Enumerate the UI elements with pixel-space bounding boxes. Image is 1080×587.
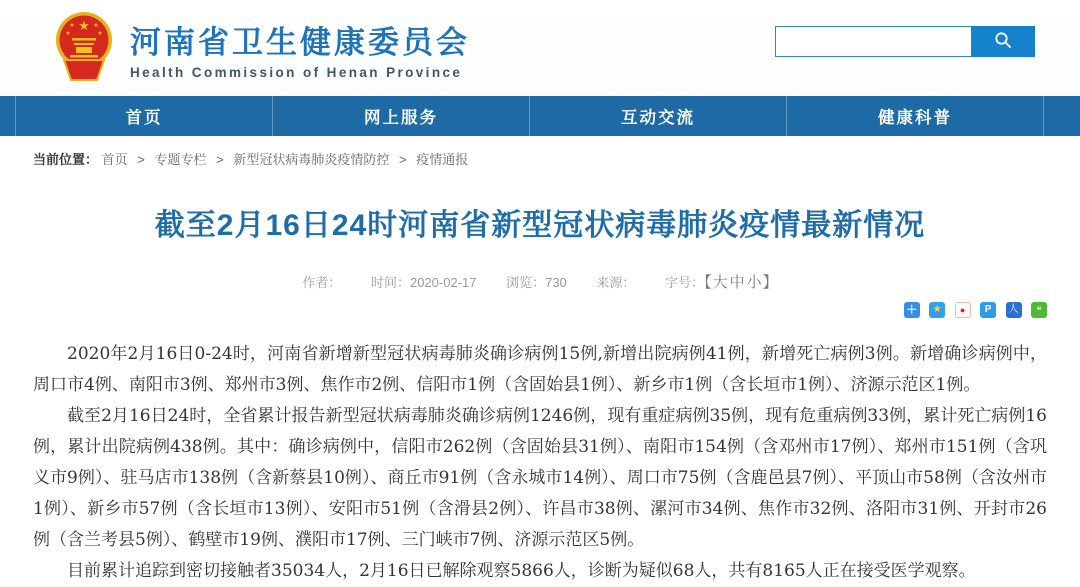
nav-edge	[1043, 96, 1080, 136]
meta-time: 时间：2020-02-17	[370, 275, 477, 290]
search-box	[775, 26, 1035, 57]
fontsize-small-button[interactable]: 小	[746, 274, 762, 291]
wechat-share-icon[interactable]: ❝	[1031, 302, 1047, 318]
breadcrumb-item-epidemic-report[interactable]: 疫情通报	[416, 152, 469, 167]
nav-item-interaction[interactable]: 互动交流	[529, 96, 786, 136]
article-body	[33, 339, 1047, 587]
fontsize-large-button[interactable]: 大	[712, 274, 728, 291]
svg-text:★: ★	[97, 31, 103, 37]
meta-views: 浏览：730	[506, 275, 567, 290]
breadcrumb-separator: >	[399, 152, 407, 167]
nav-item-home[interactable]: 首页	[15, 96, 272, 136]
share-more-icon[interactable]: ＋	[904, 302, 920, 318]
site-title: 河南省卫生健康委员会	[130, 25, 470, 60]
site-subtitle: Health Commission of Henan Province	[130, 65, 463, 80]
search-icon	[993, 30, 1013, 53]
breadcrumb-separator: >	[216, 152, 224, 167]
qzone-share-icon[interactable]: ★	[929, 302, 945, 318]
article-meta	[33, 271, 1047, 292]
main-nav	[0, 96, 1080, 136]
breadcrumb-item-covid-prevention[interactable]: 新型冠状病毒肺炎疫情防控	[233, 152, 390, 167]
share-bar	[33, 301, 1047, 319]
sina-weibo-share-icon[interactable]: ●	[955, 302, 971, 318]
site-header	[0, 0, 1080, 96]
article	[33, 200, 1047, 587]
fontsize-medium-button[interactable]: 中	[729, 274, 745, 291]
national-emblem-logo-icon	[52, 10, 116, 89]
search-button[interactable]	[971, 26, 1035, 57]
renren-share-icon[interactable]: 人	[1006, 302, 1022, 318]
svg-text:★: ★	[78, 18, 90, 33]
breadcrumb-label: 当前位置：	[33, 152, 99, 167]
fontsize-bracket: 【	[704, 274, 712, 291]
breadcrumb	[0, 136, 1080, 174]
breadcrumb-separator: >	[137, 152, 145, 167]
site-brand	[52, 10, 470, 89]
search-input[interactable]	[775, 26, 971, 57]
article-paragraph: 目前累计追踪到密切接触者35034人，2月16日已解除观察5866人，诊断为疑似68人，共有8165人正在接受医学观察。	[67, 561, 976, 581]
fontsize-label: 字号：	[665, 275, 705, 290]
nav-item-online-services[interactable]: 网上服务	[272, 96, 529, 136]
nav-edge	[0, 96, 15, 136]
article-paragraph: 2020年2月16日0-24时，河南省新增新型冠状病毒肺炎确诊病例15例,新增出院病例41例，新增死亡病例3例。新增确诊病例中，周口市4例、南阳市3例、郑州市3例、焦作市2例、信阳市1例（含固始县1例）、新乡市1例（含长垣市1例）、济源示范区1例。	[33, 344, 1047, 395]
breadcrumb-item-special-topics[interactable]: 专题专栏	[154, 152, 207, 167]
fontsize-bracket: 】	[762, 274, 778, 291]
nav-item-health-science[interactable]: 健康科普	[786, 96, 1043, 136]
breadcrumb-item-home[interactable]: 首页	[101, 152, 128, 167]
svg-text:★: ★	[93, 23, 99, 29]
svg-text:★: ★	[69, 23, 75, 29]
article-paragraph: 截至2月16日24时，全省累计报告新型冠状病毒肺炎确诊病例1246例，现有重症病例35例，现有危重病例33例，累计死亡病例16例，累计出院病例438例。其中：确诊病例中，信阳市262例（含固始县31例）、南阳市154例（含邓州市17例）、郑州市151例（含巩义市9例）、驻马店市138例（含新蔡县10例）、商丘市91例（含永城市14例）、周口市75例（含鹿邑县7例）、平顶山市58例（含汝州市1例）、新乡市57例（含长垣市13例）、安阳市51例（含滑县2例）、许昌市38例、漯河市34例、焦作市32例、洛阳市31例、开封市26例（含兰考县5例）、鹤壁市19例、濮阳市17例、三门峡市7例、济源示范区5例。	[33, 406, 1047, 550]
meta-fontsize	[665, 275, 778, 290]
meta-source: 来源：	[596, 275, 636, 290]
article-title: 截至2月16日24时河南省新型冠状病毒肺炎疫情最新情况	[154, 209, 926, 242]
tencent-weibo-share-icon[interactable]: P	[980, 302, 996, 318]
meta-author: 作者：	[302, 275, 342, 290]
svg-text:★: ★	[65, 31, 71, 37]
